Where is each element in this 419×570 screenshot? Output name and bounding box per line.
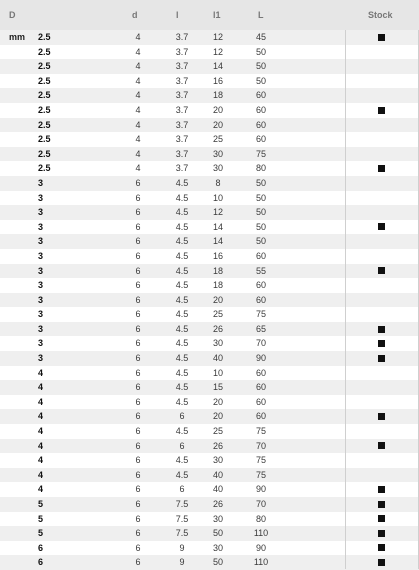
cell-l: 4.5 (175, 280, 189, 291)
cell-l: 4.5 (175, 426, 189, 437)
table-row (0, 307, 419, 322)
stock-cell (374, 351, 388, 366)
cell-D: 3 (38, 309, 44, 320)
cell-l: 9 (179, 542, 185, 553)
stock-cell (374, 395, 388, 410)
cell-d: 4 (135, 46, 141, 57)
cell-D: 3 (38, 192, 44, 203)
cell-l1: 8 (215, 177, 221, 188)
cell-l: 4.5 (175, 353, 189, 364)
cell-L: 65 (255, 323, 266, 334)
cell-D: 2.5 (38, 32, 51, 42)
cell-L: 75 (255, 455, 266, 466)
stock-cell (374, 555, 388, 570)
cell-l1: 15 (212, 382, 223, 393)
cell-l1: 30 (212, 542, 223, 553)
cell-l1: 30 (212, 338, 223, 349)
stock-cell (374, 278, 388, 293)
stock-cell (374, 45, 388, 60)
cell-L: 50 (255, 61, 266, 72)
cell-D: 2.5 (38, 119, 51, 130)
in-stock-square-icon (378, 355, 385, 362)
in-stock-square-icon (378, 544, 385, 551)
table-row (0, 278, 419, 293)
cell-d: 6 (135, 455, 141, 466)
cell-D: 6 (38, 542, 44, 553)
cell-d: 4 (135, 148, 141, 159)
cell-d: 6 (135, 484, 141, 495)
cell-d: 4 (135, 32, 141, 42)
cell-d: 4 (135, 134, 141, 145)
in-stock-square-icon (378, 442, 385, 449)
cell-D: 4 (38, 382, 44, 393)
cell-D: 3 (38, 338, 44, 349)
cell-l1: 26 (212, 323, 223, 334)
in-stock-square-icon (378, 530, 385, 537)
cell-L: 60 (255, 250, 266, 261)
stock-cell (374, 220, 388, 235)
table-row (0, 88, 419, 103)
cell-d: 6 (135, 250, 141, 261)
header-L: L (258, 10, 264, 20)
cell-l: 3.7 (175, 119, 189, 130)
cell-L: 50 (255, 192, 266, 203)
stock-cell (374, 147, 388, 162)
cell-d: 6 (135, 265, 141, 276)
cell-d: 6 (135, 338, 141, 349)
cell-D: 2.5 (38, 104, 51, 115)
cell-l: 4.5 (175, 265, 189, 276)
cell-l: 4.5 (175, 338, 189, 349)
in-stock-square-icon (378, 486, 385, 493)
table-row (0, 264, 419, 279)
table-row (0, 380, 419, 395)
cell-l1: 12 (212, 46, 223, 57)
table-row (0, 497, 419, 512)
in-stock-square-icon (378, 326, 385, 333)
cell-L: 70 (255, 338, 266, 349)
cell-l1: 26 (212, 499, 223, 509)
cell-l1: 18 (212, 265, 223, 276)
cell-D: 4 (38, 426, 44, 437)
stock-cell (374, 424, 388, 439)
stock-cell (374, 191, 388, 206)
cell-l1: 25 (212, 134, 223, 145)
cell-l1: 16 (212, 250, 223, 261)
cell-L: 60 (255, 382, 266, 393)
cell-D: 2.5 (38, 90, 51, 101)
table-row (0, 45, 419, 60)
cell-d: 6 (135, 411, 141, 422)
cell-L: 70 (255, 440, 266, 451)
cell-l: 3.7 (175, 61, 189, 72)
stock-cell (374, 512, 388, 527)
cell-D: 3 (38, 353, 44, 364)
cell-l: 4.5 (175, 455, 189, 466)
cell-l: 4.5 (175, 177, 189, 188)
cell-d: 6 (135, 528, 141, 539)
cell-L: 45 (255, 32, 266, 42)
cell-d: 6 (135, 280, 141, 291)
stock-cell (374, 453, 388, 468)
stock-cell (374, 380, 388, 395)
cell-L: 60 (255, 119, 266, 130)
cell-l1: 20 (212, 396, 223, 407)
cell-D: 3 (38, 250, 44, 261)
cell-D: 6 (38, 557, 44, 568)
cell-D: 4 (38, 411, 44, 422)
cell-d: 6 (135, 367, 141, 378)
cell-L: 60 (255, 294, 266, 305)
cell-l: 4.5 (175, 236, 189, 247)
in-stock-square-icon (378, 340, 385, 347)
table-row (0, 176, 419, 191)
cell-l: 3.7 (175, 90, 189, 101)
in-stock-square-icon (378, 165, 385, 172)
stock-cell (374, 541, 388, 556)
cell-l1: 18 (212, 280, 223, 291)
cell-d: 4 (135, 104, 141, 115)
table-row (0, 366, 419, 381)
cell-l1: 40 (212, 484, 223, 495)
cell-D: 4 (38, 367, 44, 378)
table-row (0, 59, 419, 74)
cell-D: 2.5 (38, 163, 51, 174)
stock-cell (374, 482, 388, 497)
cell-l1: 12 (212, 32, 223, 42)
header-d-shank: d (132, 10, 138, 20)
cell-d: 6 (135, 192, 141, 203)
cell-l1: 25 (212, 309, 223, 320)
cell-L: 60 (255, 134, 266, 145)
table-row (0, 205, 419, 220)
cell-d: 4 (135, 119, 141, 130)
stock-cell (374, 30, 388, 45)
cell-l1: 26 (212, 440, 223, 451)
in-stock-square-icon (378, 34, 385, 41)
cell-D: 3 (38, 294, 44, 305)
cell-l1: 16 (212, 75, 223, 86)
stock-cell (374, 74, 388, 89)
table-header (0, 0, 419, 30)
table-row (0, 541, 419, 556)
cell-l1: 14 (212, 221, 223, 232)
cell-D: 5 (38, 528, 44, 539)
table-row (0, 74, 419, 89)
stock-cell (374, 103, 388, 118)
cell-l: 4.5 (175, 192, 189, 203)
table-row (0, 118, 419, 133)
table-row (0, 351, 419, 366)
cell-l1: 20 (212, 119, 223, 130)
cell-l: 3.7 (175, 46, 189, 57)
cell-l: 3.7 (175, 163, 189, 174)
cell-l: 9 (179, 557, 185, 568)
cell-l1: 20 (212, 294, 223, 305)
cell-L: 50 (255, 46, 266, 57)
cell-d: 6 (135, 557, 141, 568)
cell-D: 5 (38, 513, 44, 524)
stock-cell (374, 205, 388, 220)
cell-l1: 30 (212, 148, 223, 159)
cell-L: 50 (255, 221, 266, 232)
table-row (0, 147, 419, 162)
cell-l: 4.5 (175, 323, 189, 334)
cell-l1: 30 (212, 513, 223, 524)
cell-d: 4 (135, 61, 141, 72)
stock-cell (374, 118, 388, 133)
cell-l: 7.5 (175, 499, 189, 509)
cell-D: 3 (38, 177, 44, 188)
cell-d: 6 (135, 513, 141, 524)
cell-l1: 30 (212, 163, 223, 174)
cell-L: 50 (255, 75, 266, 86)
cell-D: 5 (38, 499, 44, 509)
stock-cell (374, 468, 388, 483)
table-row (0, 220, 419, 235)
stock-cell (374, 176, 388, 191)
cell-l: 4.5 (175, 294, 189, 305)
cell-L: 60 (255, 90, 266, 101)
table-row (0, 468, 419, 483)
cell-D: 2.5 (38, 61, 51, 72)
stock-cell (374, 59, 388, 74)
cell-L: 90 (255, 542, 266, 553)
table-row (0, 322, 419, 337)
cell-D: 4 (38, 440, 44, 451)
stock-cell (374, 264, 388, 279)
cell-L: 50 (255, 177, 266, 188)
table-row (0, 132, 419, 147)
cell-D: 2.5 (38, 134, 51, 145)
cell-d: 6 (135, 440, 141, 451)
cell-d: 6 (135, 207, 141, 218)
cell-L: 60 (255, 104, 266, 115)
header-l1: l1 (213, 10, 221, 20)
cell-l1: 20 (212, 411, 223, 422)
table-row (0, 439, 419, 454)
cell-d: 4 (135, 90, 141, 101)
cell-l1: 25 (212, 426, 223, 437)
cell-l: 3.7 (175, 148, 189, 159)
cell-l: 6 (179, 484, 185, 495)
cell-D: 4 (38, 469, 44, 480)
cell-d: 6 (135, 309, 141, 320)
cell-d: 6 (135, 396, 141, 407)
cell-d: 6 (135, 323, 141, 334)
cell-l: 3.7 (175, 134, 189, 145)
table-row (0, 424, 419, 439)
stock-cell (374, 234, 388, 249)
cell-L: 60 (255, 280, 266, 291)
cell-l: 6 (179, 411, 185, 422)
cell-l: 4.5 (175, 396, 189, 407)
cell-L: 75 (255, 148, 266, 159)
cell-D: 2.5 (38, 75, 51, 86)
cell-d: 6 (135, 426, 141, 437)
stock-cell (374, 526, 388, 541)
cell-l: 4.5 (175, 221, 189, 232)
in-stock-square-icon (378, 559, 385, 566)
cell-l1: 50 (212, 557, 223, 568)
header-d-outer: D (9, 10, 16, 20)
cell-L: 50 (255, 207, 266, 218)
table-row (0, 555, 419, 570)
table-row (0, 234, 419, 249)
cell-d: 6 (135, 221, 141, 232)
cell-D: 3 (38, 323, 44, 334)
table-row (0, 395, 419, 410)
cell-L: 60 (255, 367, 266, 378)
stock-cell (374, 336, 388, 351)
cell-L: 60 (255, 396, 266, 407)
cell-L: 75 (255, 309, 266, 320)
stock-cell (374, 366, 388, 381)
cell-d: 6 (135, 469, 141, 480)
stock-column-divider (345, 30, 346, 569)
cell-L: 110 (253, 528, 269, 539)
cell-d: 6 (135, 294, 141, 305)
cell-D: 3 (38, 236, 44, 247)
cell-d: 6 (135, 542, 141, 553)
stock-cell (374, 497, 388, 512)
cell-l1: 12 (212, 207, 223, 218)
cell-l1: 40 (212, 469, 223, 480)
table-row (0, 512, 419, 527)
cell-l: 7.5 (175, 513, 189, 524)
cell-l1: 18 (212, 90, 223, 101)
unit-label: mm (9, 32, 26, 42)
stock-cell (374, 161, 388, 176)
cell-L: 90 (255, 353, 266, 364)
cell-l1: 10 (212, 367, 223, 378)
stock-cell (374, 322, 388, 337)
cell-l: 3.7 (175, 75, 189, 86)
cell-l: 4.5 (175, 207, 189, 218)
cell-l1: 14 (212, 236, 223, 247)
stock-cell (374, 307, 388, 322)
cell-l: 3.7 (175, 32, 189, 42)
table-row (0, 161, 419, 176)
cell-D: 3 (38, 221, 44, 232)
stock-cell (374, 249, 388, 264)
cell-d: 4 (135, 75, 141, 86)
in-stock-square-icon (378, 107, 385, 114)
cell-d: 6 (135, 177, 141, 188)
cell-l1: 40 (212, 353, 223, 364)
cell-l1: 50 (212, 528, 223, 539)
stock-cell (374, 293, 388, 308)
in-stock-square-icon (378, 223, 385, 230)
stock-cell (374, 409, 388, 424)
cell-l: 3.7 (175, 104, 189, 115)
table-row (0, 482, 419, 497)
cell-L: 70 (255, 499, 266, 509)
table-body (0, 30, 419, 570)
table-row (0, 191, 419, 206)
cell-L: 50 (255, 236, 266, 247)
cell-D: 2.5 (38, 148, 51, 159)
cell-l1: 30 (212, 455, 223, 466)
cell-l: 4.5 (175, 382, 189, 393)
table-row (0, 249, 419, 264)
cell-d: 6 (135, 236, 141, 247)
cell-L: 80 (255, 163, 266, 174)
cell-D: 4 (38, 396, 44, 407)
cell-D: 3 (38, 265, 44, 276)
cell-D: 4 (38, 455, 44, 466)
cell-D: 3 (38, 280, 44, 291)
table-row (0, 336, 419, 351)
table-row (0, 30, 419, 45)
table-row (0, 409, 419, 424)
in-stock-square-icon (378, 515, 385, 522)
cell-l: 4.5 (175, 367, 189, 378)
table-row (0, 453, 419, 468)
cell-l1: 20 (212, 104, 223, 115)
cell-d: 6 (135, 382, 141, 393)
cell-D: 2.5 (38, 46, 51, 57)
table-row (0, 526, 419, 541)
cell-d: 6 (135, 353, 141, 364)
stock-cell (374, 132, 388, 147)
header-stock: Stock (368, 10, 393, 20)
cell-D: 3 (38, 207, 44, 218)
cell-l: 4.5 (175, 469, 189, 480)
table-row (0, 103, 419, 118)
cell-L: 55 (255, 265, 266, 276)
in-stock-square-icon (378, 413, 385, 420)
cell-d: 4 (135, 163, 141, 174)
cell-l: 6 (179, 440, 185, 451)
cell-L: 90 (255, 484, 266, 495)
cell-d: 6 (135, 499, 141, 509)
cell-L: 75 (255, 469, 266, 480)
header-l: l (176, 10, 179, 20)
cell-l: 4.5 (175, 309, 189, 320)
cell-L: 75 (255, 426, 266, 437)
cell-L: 80 (255, 513, 266, 524)
table-row (0, 293, 419, 308)
cell-D: 4 (38, 484, 44, 495)
stock-cell (374, 439, 388, 454)
stock-cell (374, 88, 388, 103)
cell-l: 7.5 (175, 528, 189, 539)
cell-l: 4.5 (175, 250, 189, 261)
in-stock-square-icon (378, 501, 385, 508)
cell-l1: 10 (212, 192, 223, 203)
cell-l1: 14 (212, 61, 223, 72)
cell-L: 110 (253, 557, 269, 568)
cell-L: 60 (255, 411, 266, 422)
in-stock-square-icon (378, 267, 385, 274)
